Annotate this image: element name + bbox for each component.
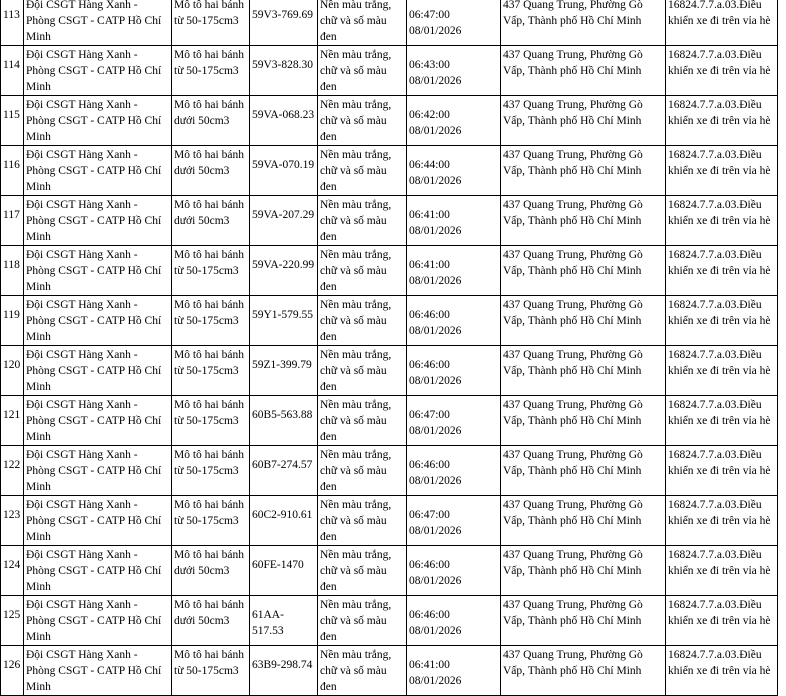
- violation-time-cell: 06:47:00 08/01/2026: [407, 396, 501, 446]
- vehicle-type-cell: Mô tô hai bánh từ 50-175cm3: [172, 246, 250, 296]
- row-number: 120: [1, 346, 24, 396]
- table-row: [1, 46, 778, 96]
- table-row: [1, 296, 778, 346]
- violation-location-cell: 437 Quang Trung, Phường Gò Vấp, Thành phố Hồ Chí Minh: [501, 596, 666, 646]
- violation-description-cell: 16824.7.7.a.03.Điều khiển xe đi trên vỉa hè: [666, 646, 778, 696]
- table-row: [1, 246, 778, 296]
- vehicle-type-cell: Mô tô hai bánh dưới 50cm3: [172, 196, 250, 246]
- license-plate-cell: 59V3-769.69: [250, 0, 318, 46]
- violation-location-cell: 437 Quang Trung, Phường Gò Vấp, Thành phố Hồ Chí Minh: [501, 146, 666, 196]
- issuing-unit-cell: Đội CSGT Hàng Xanh - Phòng CSGT - CATP Hồ Chí Minh: [24, 196, 172, 246]
- plate-color-cell: Nền màu trắng, chữ và số màu đen: [318, 146, 407, 196]
- violation-location-cell: 437 Quang Trung, Phường Gò Vấp, Thành phố Hồ Chí Minh: [501, 246, 666, 296]
- table-row: [1, 196, 778, 246]
- license-plate-cell: 59Z1-399.79: [250, 346, 318, 396]
- row-number: 121: [1, 396, 24, 446]
- vehicle-type-cell: Mô tô hai bánh dưới 50cm3: [172, 96, 250, 146]
- violation-time-cell: 06:41:00 08/01/2026: [407, 646, 501, 696]
- table-row: [1, 0, 778, 46]
- table-row: [1, 96, 778, 146]
- violation-description-cell: 16824.7.7.a.03.Điều khiển xe đi trên vỉa hè: [666, 596, 778, 646]
- license-plate-cell: 63B9-298.74: [250, 646, 318, 696]
- row-number: 113: [1, 0, 24, 46]
- vehicle-type-cell: Mô tô hai bánh từ 50-175cm3: [172, 646, 250, 696]
- violation-location-cell: 437 Quang Trung, Phường Gò Vấp, Thành phố Hồ Chí Minh: [501, 646, 666, 696]
- violation-time-cell: 06:44:00 08/01/2026: [407, 146, 501, 196]
- table-row: [1, 396, 778, 446]
- issuing-unit-cell: Đội CSGT Hàng Xanh - Phòng CSGT - CATP Hồ Chí Minh: [24, 146, 172, 196]
- violation-location-cell: 437 Quang Trung, Phường Gò Vấp, Thành phố Hồ Chí Minh: [501, 446, 666, 496]
- violation-description-cell: 16824.7.7.a.03.Điều khiển xe đi trên vỉa hè: [666, 146, 778, 196]
- row-number: 119: [1, 296, 24, 346]
- violation-description-cell: 16824.7.7.a.03.Điều khiển xe đi trên vỉa hè: [666, 546, 778, 596]
- license-plate-cell: 59VA-220.99: [250, 246, 318, 296]
- vehicle-type-cell: Mô tô hai bánh dưới 50cm3: [172, 596, 250, 646]
- issuing-unit-cell: Đội CSGT Hàng Xanh - Phòng CSGT - CATP Hồ Chí Minh: [24, 496, 172, 546]
- violation-time-cell: 06:46:00 08/01/2026: [407, 546, 501, 596]
- violation-time-cell: 06:46:00 08/01/2026: [407, 346, 501, 396]
- vehicle-type-cell: Mô tô hai bánh từ 50-175cm3: [172, 46, 250, 96]
- row-number: 114: [1, 46, 24, 96]
- violation-table-body: [1, 0, 778, 696]
- plate-color-cell: Nền màu trắng, chữ và số màu đen: [318, 196, 407, 246]
- row-number: 125: [1, 596, 24, 646]
- violation-time-cell: 06:46:00 08/01/2026: [407, 596, 501, 646]
- violation-time-cell: 06:46:00 08/01/2026: [407, 446, 501, 496]
- license-plate-cell: 60B5-563.88: [250, 396, 318, 446]
- violation-location-cell: 437 Quang Trung, Phường Gò Vấp, Thành phố Hồ Chí Minh: [501, 346, 666, 396]
- vehicle-type-cell: Mô tô hai bánh dưới 50cm3: [172, 146, 250, 196]
- plate-color-cell: Nền màu trắng, chữ và số màu đen: [318, 46, 407, 96]
- table-row: [1, 546, 778, 596]
- table-row: [1, 496, 778, 546]
- license-plate-cell: 59VA-070.19: [250, 146, 318, 196]
- plate-color-cell: Nền màu trắng, chữ và số màu đen: [318, 596, 407, 646]
- issuing-unit-cell: Đội CSGT Hàng Xanh - Phòng CSGT - CATP Hồ Chí Minh: [24, 96, 172, 146]
- violation-description-cell: 16824.7.7.a.03.Điều khiển xe đi trên vỉa hè: [666, 0, 778, 46]
- table-row: [1, 346, 778, 396]
- plate-color-cell: Nền màu trắng, chữ và số màu đen: [318, 0, 407, 46]
- issuing-unit-cell: Đội CSGT Hàng Xanh - Phòng CSGT - CATP Hồ Chí Minh: [24, 46, 172, 96]
- issuing-unit-cell: Đội CSGT Hàng Xanh - Phòng CSGT - CATP Hồ Chí Minh: [24, 446, 172, 496]
- license-plate-cell: 60B7-274.57: [250, 446, 318, 496]
- row-number: 117: [1, 196, 24, 246]
- vehicle-type-cell: Mô tô hai bánh từ 50-175cm3: [172, 296, 250, 346]
- vehicle-type-cell: Mô tô hai bánh từ 50-175cm3: [172, 496, 250, 546]
- table-row: [1, 596, 778, 646]
- violation-location-cell: 437 Quang Trung, Phường Gò Vấp, Thành phố Hồ Chí Minh: [501, 46, 666, 96]
- issuing-unit-cell: Đội CSGT Hàng Xanh - Phòng CSGT - CATP Hồ Chí Minh: [24, 596, 172, 646]
- license-plate-cell: 60FE-1470: [250, 546, 318, 596]
- issuing-unit-cell: Đội CSGT Hàng Xanh - Phòng CSGT - CATP Hồ Chí Minh: [24, 0, 172, 46]
- license-plate-cell: 59VA-068.23: [250, 96, 318, 146]
- row-number: 123: [1, 496, 24, 546]
- license-plate-cell: 59V3-828.30: [250, 46, 318, 96]
- violation-time-cell: 06:41:00 08/01/2026: [407, 246, 501, 296]
- issuing-unit-cell: Đội CSGT Hàng Xanh - Phòng CSGT - CATP Hồ Chí Minh: [24, 346, 172, 396]
- plate-color-cell: Nền màu trắng, chữ và số màu đen: [318, 246, 407, 296]
- violation-description-cell: 16824.7.7.a.03.Điều khiển xe đi trên vỉa hè: [666, 396, 778, 446]
- issuing-unit-cell: Đội CSGT Hàng Xanh - Phòng CSGT - CATP Hồ Chí Minh: [24, 246, 172, 296]
- vehicle-type-cell: Mô tô hai bánh dưới 50cm3: [172, 546, 250, 596]
- plate-color-cell: Nền màu trắng, chữ và số màu đen: [318, 446, 407, 496]
- violation-description-cell: 16824.7.7.a.03.Điều khiển xe đi trên vỉa hè: [666, 496, 778, 546]
- vehicle-type-cell: Mô tô hai bánh từ 50-175cm3: [172, 396, 250, 446]
- violation-description-cell: 16824.7.7.a.03.Điều khiển xe đi trên vỉa hè: [666, 446, 778, 496]
- issuing-unit-cell: Đội CSGT Hàng Xanh - Phòng CSGT - CATP Hồ Chí Minh: [24, 296, 172, 346]
- issuing-unit-cell: Đội CSGT Hàng Xanh - Phòng CSGT - CATP Hồ Chí Minh: [24, 546, 172, 596]
- violation-description-cell: 16824.7.7.a.03.Điều khiển xe đi trên vỉa hè: [666, 246, 778, 296]
- violation-time-cell: 06:41:00 08/01/2026: [407, 196, 501, 246]
- violation-location-cell: 437 Quang Trung, Phường Gò Vấp, Thành phố Hồ Chí Minh: [501, 546, 666, 596]
- table-row: [1, 446, 778, 496]
- vehicle-type-cell: Mô tô hai bánh từ 50-175cm3: [172, 0, 250, 46]
- violation-location-cell: 437 Quang Trung, Phường Gò Vấp, Thành phố Hồ Chí Minh: [501, 96, 666, 146]
- table-row: [1, 146, 778, 196]
- violation-description-cell: 16824.7.7.a.03.Điều khiển xe đi trên vỉa hè: [666, 96, 778, 146]
- license-plate-cell: 59Y1-579.55: [250, 296, 318, 346]
- plate-color-cell: Nền màu trắng, chữ và số màu đen: [318, 646, 407, 696]
- row-number: 124: [1, 546, 24, 596]
- row-number: 115: [1, 96, 24, 146]
- license-plate-cell: 61AA-517.53: [250, 596, 318, 646]
- plate-color-cell: Nền màu trắng, chữ và số màu đen: [318, 296, 407, 346]
- issuing-unit-cell: Đội CSGT Hàng Xanh - Phòng CSGT - CATP Hồ Chí Minh: [24, 646, 172, 696]
- violation-location-cell: 437 Quang Trung, Phường Gò Vấp, Thành phố Hồ Chí Minh: [501, 496, 666, 546]
- plate-color-cell: Nền màu trắng, chữ và số màu đen: [318, 396, 407, 446]
- violation-description-cell: 16824.7.7.a.03.Điều khiển xe đi trên vỉa hè: [666, 296, 778, 346]
- violation-description-cell: 16824.7.7.a.03.Điều khiển xe đi trên vỉa hè: [666, 46, 778, 96]
- violation-time-cell: 06:42:00 08/01/2026: [407, 96, 501, 146]
- violation-description-cell: 16824.7.7.a.03.Điều khiển xe đi trên vỉa hè: [666, 346, 778, 396]
- row-number: 126: [1, 646, 24, 696]
- row-number: 116: [1, 146, 24, 196]
- plate-color-cell: Nền màu trắng, chữ và số màu đen: [318, 96, 407, 146]
- license-plate-cell: 59VA-207.29: [250, 196, 318, 246]
- violation-time-cell: 06:43:00 08/01/2026: [407, 46, 501, 96]
- row-number: 118: [1, 246, 24, 296]
- row-number: 122: [1, 446, 24, 496]
- plate-color-cell: Nền màu trắng, chữ và số màu đen: [318, 496, 407, 546]
- plate-color-cell: Nền màu trắng, chữ và số màu đen: [318, 546, 407, 596]
- violation-time-cell: 06:47:00 08/01/2026: [407, 0, 501, 46]
- issuing-unit-cell: Đội CSGT Hàng Xanh - Phòng CSGT - CATP Hồ Chí Minh: [24, 396, 172, 446]
- violation-location-cell: 437 Quang Trung, Phường Gò Vấp, Thành phố Hồ Chí Minh: [501, 196, 666, 246]
- violation-location-cell: 437 Quang Trung, Phường Gò Vấp, Thành phố Hồ Chí Minh: [501, 296, 666, 346]
- vehicle-type-cell: Mô tô hai bánh từ 50-175cm3: [172, 446, 250, 496]
- violation-location-cell: 437 Quang Trung, Phường Gò Vấp, Thành phố Hồ Chí Minh: [501, 0, 666, 46]
- violation-time-cell: 06:47:00 08/01/2026: [407, 496, 501, 546]
- violation-description-cell: 16824.7.7.a.03.Điều khiển xe đi trên vỉa hè: [666, 196, 778, 246]
- violation-time-cell: 06:46:00 08/01/2026: [407, 296, 501, 346]
- plate-color-cell: Nền màu trắng, chữ và số màu đen: [318, 346, 407, 396]
- vehicle-type-cell: Mô tô hai bánh từ 50-175cm3: [172, 346, 250, 396]
- license-plate-cell: 60C2-910.61: [250, 496, 318, 546]
- table-row: [1, 646, 778, 696]
- violation-location-cell: 437 Quang Trung, Phường Gò Vấp, Thành phố Hồ Chí Minh: [501, 396, 666, 446]
